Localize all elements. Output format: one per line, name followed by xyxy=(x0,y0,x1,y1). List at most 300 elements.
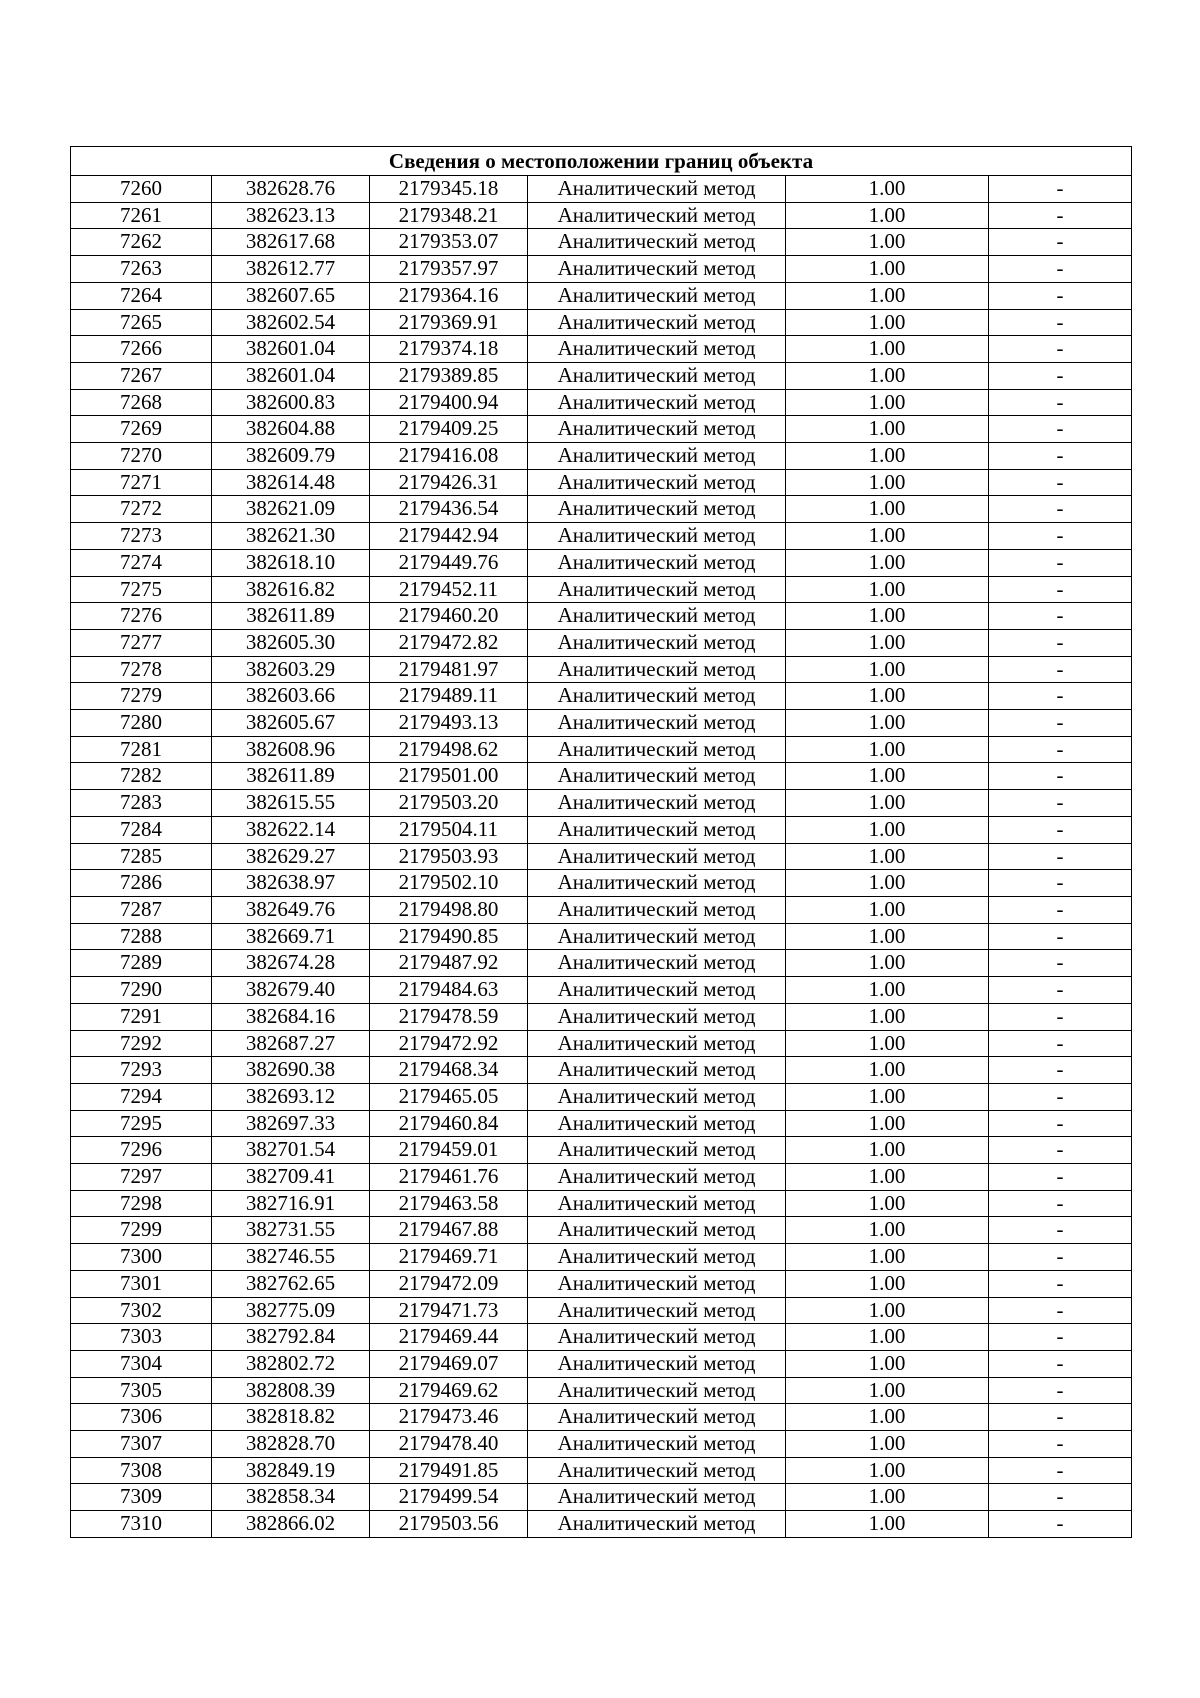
table-body xyxy=(71,176,1132,1538)
method-cell: Аналитический метод xyxy=(528,1484,786,1511)
y-coordinate-cell: 2179416.08 xyxy=(370,443,528,470)
point-number-cell: 7265 xyxy=(71,309,212,336)
y-coordinate-cell: 2179484.63 xyxy=(370,977,528,1004)
method-cell: Аналитический метод xyxy=(528,843,786,870)
x-coordinate-cell: 382669.71 xyxy=(212,923,370,950)
accuracy-cell: 1.00 xyxy=(786,469,989,496)
table-row xyxy=(71,362,1132,389)
y-coordinate-cell: 2179501.00 xyxy=(370,763,528,790)
point-number-cell: 7305 xyxy=(71,1377,212,1404)
method-cell: Аналитический метод xyxy=(528,1083,786,1110)
description-cell: - xyxy=(989,977,1132,1004)
accuracy-cell: 1.00 xyxy=(786,1110,989,1137)
y-coordinate-cell: 2179389.85 xyxy=(370,362,528,389)
x-coordinate-cell: 382775.09 xyxy=(212,1297,370,1324)
method-cell: Аналитический метод xyxy=(528,603,786,630)
y-coordinate-cell: 2179465.05 xyxy=(370,1083,528,1110)
accuracy-cell: 1.00 xyxy=(786,523,989,550)
point-number-cell: 7283 xyxy=(71,790,212,817)
method-cell: Аналитический метод xyxy=(528,870,786,897)
x-coordinate-cell: 382828.70 xyxy=(212,1431,370,1458)
y-coordinate-cell: 2179357.97 xyxy=(370,256,528,283)
description-cell: - xyxy=(989,603,1132,630)
description-cell: - xyxy=(989,362,1132,389)
description-cell: - xyxy=(989,1484,1132,1511)
accuracy-cell: 1.00 xyxy=(786,256,989,283)
point-number-cell: 7286 xyxy=(71,870,212,897)
table-row xyxy=(71,896,1132,923)
point-number-cell: 7309 xyxy=(71,1484,212,1511)
y-coordinate-cell: 2179502.10 xyxy=(370,870,528,897)
method-cell: Аналитический метод xyxy=(528,1324,786,1351)
method-cell: Аналитический метод xyxy=(528,629,786,656)
accuracy-cell: 1.00 xyxy=(786,1217,989,1244)
description-cell: - xyxy=(989,1164,1132,1191)
method-cell: Аналитический метод xyxy=(528,549,786,576)
description-cell: - xyxy=(989,923,1132,950)
accuracy-cell: 1.00 xyxy=(786,1350,989,1377)
table-row xyxy=(71,629,1132,656)
point-number-cell: 7293 xyxy=(71,1057,212,1084)
y-coordinate-cell: 2179472.82 xyxy=(370,629,528,656)
description-cell: - xyxy=(989,1377,1132,1404)
table-row xyxy=(71,576,1132,603)
point-number-cell: 7304 xyxy=(71,1350,212,1377)
method-cell: Аналитический метод xyxy=(528,362,786,389)
x-coordinate-cell: 382731.55 xyxy=(212,1217,370,1244)
accuracy-cell: 1.00 xyxy=(786,176,989,203)
y-coordinate-cell: 2179364.16 xyxy=(370,282,528,309)
x-coordinate-cell: 382858.34 xyxy=(212,1484,370,1511)
x-coordinate-cell: 382609.79 xyxy=(212,443,370,470)
accuracy-cell: 1.00 xyxy=(786,1377,989,1404)
description-cell: - xyxy=(989,870,1132,897)
y-coordinate-cell: 2179504.11 xyxy=(370,816,528,843)
description-cell: - xyxy=(989,710,1132,737)
x-coordinate-cell: 382746.55 xyxy=(212,1244,370,1271)
description-cell: - xyxy=(989,282,1132,309)
description-cell: - xyxy=(989,202,1132,229)
table-row xyxy=(71,1431,1132,1458)
point-number-cell: 7290 xyxy=(71,977,212,1004)
table-row xyxy=(71,656,1132,683)
description-cell: - xyxy=(989,1244,1132,1271)
point-number-cell: 7260 xyxy=(71,176,212,203)
accuracy-cell: 1.00 xyxy=(786,229,989,256)
y-coordinate-cell: 2179461.76 xyxy=(370,1164,528,1191)
description-cell: - xyxy=(989,629,1132,656)
x-coordinate-cell: 382866.02 xyxy=(212,1511,370,1538)
accuracy-cell: 1.00 xyxy=(786,1270,989,1297)
method-cell: Аналитический метод xyxy=(528,656,786,683)
description-cell: - xyxy=(989,1003,1132,1030)
x-coordinate-cell: 382716.91 xyxy=(212,1190,370,1217)
method-cell: Аналитический метод xyxy=(528,763,786,790)
point-number-cell: 7267 xyxy=(71,362,212,389)
point-number-cell: 7264 xyxy=(71,282,212,309)
y-coordinate-cell: 2179460.20 xyxy=(370,603,528,630)
description-cell: - xyxy=(989,469,1132,496)
accuracy-cell: 1.00 xyxy=(786,603,989,630)
accuracy-cell: 1.00 xyxy=(786,1484,989,1511)
point-number-cell: 7300 xyxy=(71,1244,212,1271)
description-cell: - xyxy=(989,1431,1132,1458)
method-cell: Аналитический метод xyxy=(528,1511,786,1538)
y-coordinate-cell: 2179503.93 xyxy=(370,843,528,870)
description-cell: - xyxy=(989,1270,1132,1297)
y-coordinate-cell: 2179400.94 xyxy=(370,389,528,416)
method-cell: Аналитический метод xyxy=(528,736,786,763)
point-number-cell: 7297 xyxy=(71,1164,212,1191)
accuracy-cell: 1.00 xyxy=(786,923,989,950)
accuracy-cell: 1.00 xyxy=(786,1083,989,1110)
table-row xyxy=(71,229,1132,256)
accuracy-cell: 1.00 xyxy=(786,416,989,443)
accuracy-cell: 1.00 xyxy=(786,1030,989,1057)
x-coordinate-cell: 382674.28 xyxy=(212,950,370,977)
point-number-cell: 7280 xyxy=(71,710,212,737)
method-cell: Аналитический метод xyxy=(528,309,786,336)
point-number-cell: 7279 xyxy=(71,683,212,710)
point-number-cell: 7298 xyxy=(71,1190,212,1217)
accuracy-cell: 1.00 xyxy=(786,816,989,843)
accuracy-cell: 1.00 xyxy=(786,656,989,683)
y-coordinate-cell: 2179481.97 xyxy=(370,656,528,683)
table-row xyxy=(71,416,1132,443)
accuracy-cell: 1.00 xyxy=(786,1137,989,1164)
point-number-cell: 7295 xyxy=(71,1110,212,1137)
table-row xyxy=(71,843,1132,870)
point-number-cell: 7301 xyxy=(71,1270,212,1297)
table-row xyxy=(71,1137,1132,1164)
table-row xyxy=(71,1217,1132,1244)
method-cell: Аналитический метод xyxy=(528,1110,786,1137)
accuracy-cell: 1.00 xyxy=(786,282,989,309)
accuracy-cell: 1.00 xyxy=(786,1057,989,1084)
description-cell: - xyxy=(989,389,1132,416)
accuracy-cell: 1.00 xyxy=(786,790,989,817)
y-coordinate-cell: 2179498.62 xyxy=(370,736,528,763)
accuracy-cell: 1.00 xyxy=(786,1297,989,1324)
method-cell: Аналитический метод xyxy=(528,282,786,309)
x-coordinate-cell: 382605.30 xyxy=(212,629,370,656)
table-row xyxy=(71,523,1132,550)
method-cell: Аналитический метод xyxy=(528,229,786,256)
x-coordinate-cell: 382623.13 xyxy=(212,202,370,229)
y-coordinate-cell: 2179491.85 xyxy=(370,1457,528,1484)
x-coordinate-cell: 382617.68 xyxy=(212,229,370,256)
description-cell: - xyxy=(989,950,1132,977)
description-cell: - xyxy=(989,683,1132,710)
description-cell: - xyxy=(989,496,1132,523)
table-row xyxy=(71,549,1132,576)
method-cell: Аналитический метод xyxy=(528,1003,786,1030)
accuracy-cell: 1.00 xyxy=(786,1431,989,1458)
description-cell: - xyxy=(989,1137,1132,1164)
accuracy-cell: 1.00 xyxy=(786,1003,989,1030)
method-cell: Аналитический метод xyxy=(528,1350,786,1377)
method-cell: Аналитический метод xyxy=(528,256,786,283)
x-coordinate-cell: 382849.19 xyxy=(212,1457,370,1484)
point-number-cell: 7308 xyxy=(71,1457,212,1484)
method-cell: Аналитический метод xyxy=(528,416,786,443)
method-cell: Аналитический метод xyxy=(528,923,786,950)
description-cell: - xyxy=(989,523,1132,550)
point-number-cell: 7288 xyxy=(71,923,212,950)
x-coordinate-cell: 382684.16 xyxy=(212,1003,370,1030)
point-number-cell: 7296 xyxy=(71,1137,212,1164)
description-cell: - xyxy=(989,816,1132,843)
x-coordinate-cell: 382601.04 xyxy=(212,362,370,389)
method-cell: Аналитический метод xyxy=(528,576,786,603)
method-cell: Аналитический метод xyxy=(528,790,786,817)
point-number-cell: 7274 xyxy=(71,549,212,576)
x-coordinate-cell: 382608.96 xyxy=(212,736,370,763)
x-coordinate-cell: 382818.82 xyxy=(212,1404,370,1431)
point-number-cell: 7306 xyxy=(71,1404,212,1431)
point-number-cell: 7299 xyxy=(71,1217,212,1244)
description-cell: - xyxy=(989,1297,1132,1324)
table-row xyxy=(71,389,1132,416)
accuracy-cell: 1.00 xyxy=(786,710,989,737)
point-number-cell: 7287 xyxy=(71,896,212,923)
description-cell: - xyxy=(989,1324,1132,1351)
description-cell: - xyxy=(989,336,1132,363)
x-coordinate-cell: 382628.76 xyxy=(212,176,370,203)
accuracy-cell: 1.00 xyxy=(786,683,989,710)
y-coordinate-cell: 2179469.07 xyxy=(370,1350,528,1377)
y-coordinate-cell: 2179463.58 xyxy=(370,1190,528,1217)
table-row xyxy=(71,1057,1132,1084)
table-row xyxy=(71,176,1132,203)
table-row xyxy=(71,1270,1132,1297)
table-row xyxy=(71,1083,1132,1110)
x-coordinate-cell: 382616.82 xyxy=(212,576,370,603)
point-number-cell: 7270 xyxy=(71,443,212,470)
x-coordinate-cell: 382604.88 xyxy=(212,416,370,443)
point-number-cell: 7275 xyxy=(71,576,212,603)
description-cell: - xyxy=(989,843,1132,870)
x-coordinate-cell: 382701.54 xyxy=(212,1137,370,1164)
table-row xyxy=(71,1297,1132,1324)
table-row xyxy=(71,202,1132,229)
table-row xyxy=(71,763,1132,790)
accuracy-cell: 1.00 xyxy=(786,1404,989,1431)
description-cell: - xyxy=(989,1404,1132,1431)
table-row xyxy=(71,1244,1132,1271)
y-coordinate-cell: 2179503.56 xyxy=(370,1511,528,1538)
description-cell: - xyxy=(989,896,1132,923)
x-coordinate-cell: 382802.72 xyxy=(212,1350,370,1377)
method-cell: Аналитический метод xyxy=(528,1377,786,1404)
x-coordinate-cell: 382621.30 xyxy=(212,523,370,550)
point-number-cell: 7278 xyxy=(71,656,212,683)
table-row xyxy=(71,282,1132,309)
x-coordinate-cell: 382762.65 xyxy=(212,1270,370,1297)
y-coordinate-cell: 2179489.11 xyxy=(370,683,528,710)
accuracy-cell: 1.00 xyxy=(786,1511,989,1538)
description-cell: - xyxy=(989,790,1132,817)
point-number-cell: 7272 xyxy=(71,496,212,523)
y-coordinate-cell: 2179409.25 xyxy=(370,416,528,443)
method-cell: Аналитический метод xyxy=(528,469,786,496)
table-row xyxy=(71,1190,1132,1217)
y-coordinate-cell: 2179478.59 xyxy=(370,1003,528,1030)
point-number-cell: 7266 xyxy=(71,336,212,363)
y-coordinate-cell: 2179436.54 xyxy=(370,496,528,523)
point-number-cell: 7273 xyxy=(71,523,212,550)
point-number-cell: 7285 xyxy=(71,843,212,870)
description-cell: - xyxy=(989,416,1132,443)
y-coordinate-cell: 2179498.80 xyxy=(370,896,528,923)
method-cell: Аналитический метод xyxy=(528,977,786,1004)
description-cell: - xyxy=(989,1457,1132,1484)
method-cell: Аналитический метод xyxy=(528,896,786,923)
y-coordinate-cell: 2179469.44 xyxy=(370,1324,528,1351)
method-cell: Аналитический метод xyxy=(528,389,786,416)
description-cell: - xyxy=(989,549,1132,576)
description-cell: - xyxy=(989,763,1132,790)
x-coordinate-cell: 382687.27 xyxy=(212,1030,370,1057)
description-cell: - xyxy=(989,1083,1132,1110)
table-row xyxy=(71,816,1132,843)
table-row xyxy=(71,1377,1132,1404)
y-coordinate-cell: 2179460.84 xyxy=(370,1110,528,1137)
method-cell: Аналитический метод xyxy=(528,1164,786,1191)
x-coordinate-cell: 382693.12 xyxy=(212,1083,370,1110)
table-row xyxy=(71,1030,1132,1057)
table-row xyxy=(71,336,1132,363)
table-row xyxy=(71,950,1132,977)
method-cell: Аналитический метод xyxy=(528,202,786,229)
method-cell: Аналитический метод xyxy=(528,1217,786,1244)
x-coordinate-cell: 382808.39 xyxy=(212,1377,370,1404)
x-coordinate-cell: 382605.67 xyxy=(212,710,370,737)
accuracy-cell: 1.00 xyxy=(786,736,989,763)
y-coordinate-cell: 2179472.92 xyxy=(370,1030,528,1057)
table-row xyxy=(71,977,1132,1004)
method-cell: Аналитический метод xyxy=(528,1457,786,1484)
accuracy-cell: 1.00 xyxy=(786,896,989,923)
x-coordinate-cell: 382600.83 xyxy=(212,389,370,416)
x-coordinate-cell: 382601.04 xyxy=(212,336,370,363)
method-cell: Аналитический метод xyxy=(528,336,786,363)
accuracy-cell: 1.00 xyxy=(786,950,989,977)
table-row xyxy=(71,870,1132,897)
method-cell: Аналитический метод xyxy=(528,443,786,470)
description-cell: - xyxy=(989,736,1132,763)
table-row xyxy=(71,443,1132,470)
y-coordinate-cell: 2179493.13 xyxy=(370,710,528,737)
accuracy-cell: 1.00 xyxy=(786,629,989,656)
x-coordinate-cell: 382603.29 xyxy=(212,656,370,683)
point-number-cell: 7291 xyxy=(71,1003,212,1030)
point-number-cell: 7302 xyxy=(71,1297,212,1324)
point-number-cell: 7263 xyxy=(71,256,212,283)
description-cell: - xyxy=(989,309,1132,336)
accuracy-cell: 1.00 xyxy=(786,1164,989,1191)
description-cell: - xyxy=(989,176,1132,203)
table-row xyxy=(71,683,1132,710)
x-coordinate-cell: 382697.33 xyxy=(212,1110,370,1137)
table-row xyxy=(71,1324,1132,1351)
method-cell: Аналитический метод xyxy=(528,816,786,843)
y-coordinate-cell: 2179469.71 xyxy=(370,1244,528,1271)
y-coordinate-cell: 2179374.18 xyxy=(370,336,528,363)
table-row xyxy=(71,1511,1132,1538)
accuracy-cell: 1.00 xyxy=(786,977,989,1004)
x-coordinate-cell: 382622.14 xyxy=(212,816,370,843)
table-row xyxy=(71,790,1132,817)
x-coordinate-cell: 382621.09 xyxy=(212,496,370,523)
method-cell: Аналитический метод xyxy=(528,176,786,203)
x-coordinate-cell: 382607.65 xyxy=(212,282,370,309)
y-coordinate-cell: 2179426.31 xyxy=(370,469,528,496)
method-cell: Аналитический метод xyxy=(528,1297,786,1324)
method-cell: Аналитический метод xyxy=(528,1270,786,1297)
point-number-cell: 7289 xyxy=(71,950,212,977)
method-cell: Аналитический метод xyxy=(528,1137,786,1164)
point-number-cell: 7262 xyxy=(71,229,212,256)
y-coordinate-cell: 2179472.09 xyxy=(370,1270,528,1297)
accuracy-cell: 1.00 xyxy=(786,576,989,603)
accuracy-cell: 1.00 xyxy=(786,870,989,897)
x-coordinate-cell: 382690.38 xyxy=(212,1057,370,1084)
point-number-cell: 7281 xyxy=(71,736,212,763)
accuracy-cell: 1.00 xyxy=(786,309,989,336)
method-cell: Аналитический метод xyxy=(528,1190,786,1217)
y-coordinate-cell: 2179469.62 xyxy=(370,1377,528,1404)
accuracy-cell: 1.00 xyxy=(786,763,989,790)
description-cell: - xyxy=(989,1190,1132,1217)
description-cell: - xyxy=(989,1030,1132,1057)
y-coordinate-cell: 2179478.40 xyxy=(370,1431,528,1458)
point-number-cell: 7276 xyxy=(71,603,212,630)
accuracy-cell: 1.00 xyxy=(786,389,989,416)
table-row xyxy=(71,1404,1132,1431)
table-row xyxy=(71,309,1132,336)
x-coordinate-cell: 382679.40 xyxy=(212,977,370,1004)
x-coordinate-cell: 382618.10 xyxy=(212,549,370,576)
point-number-cell: 7282 xyxy=(71,763,212,790)
y-coordinate-cell: 2179499.54 xyxy=(370,1484,528,1511)
x-coordinate-cell: 382615.55 xyxy=(212,790,370,817)
accuracy-cell: 1.00 xyxy=(786,443,989,470)
y-coordinate-cell: 2179503.20 xyxy=(370,790,528,817)
y-coordinate-cell: 2179348.21 xyxy=(370,202,528,229)
table-title: Сведения о местоположении границ объекта xyxy=(71,147,1132,176)
table-row xyxy=(71,256,1132,283)
y-coordinate-cell: 2179487.92 xyxy=(370,950,528,977)
boundary-coordinates-table xyxy=(70,146,1132,1538)
x-coordinate-cell: 382612.77 xyxy=(212,256,370,283)
x-coordinate-cell: 382638.97 xyxy=(212,870,370,897)
x-coordinate-cell: 382603.66 xyxy=(212,683,370,710)
method-cell: Аналитический метод xyxy=(528,1244,786,1271)
table-row xyxy=(71,1110,1132,1137)
description-cell: - xyxy=(989,443,1132,470)
accuracy-cell: 1.00 xyxy=(786,496,989,523)
accuracy-cell: 1.00 xyxy=(786,1324,989,1351)
table-row xyxy=(71,736,1132,763)
method-cell: Аналитический метод xyxy=(528,523,786,550)
method-cell: Аналитический метод xyxy=(528,1404,786,1431)
description-cell: - xyxy=(989,229,1132,256)
y-coordinate-cell: 2179449.76 xyxy=(370,549,528,576)
description-cell: - xyxy=(989,1110,1132,1137)
table-row xyxy=(71,923,1132,950)
y-coordinate-cell: 2179467.88 xyxy=(370,1217,528,1244)
